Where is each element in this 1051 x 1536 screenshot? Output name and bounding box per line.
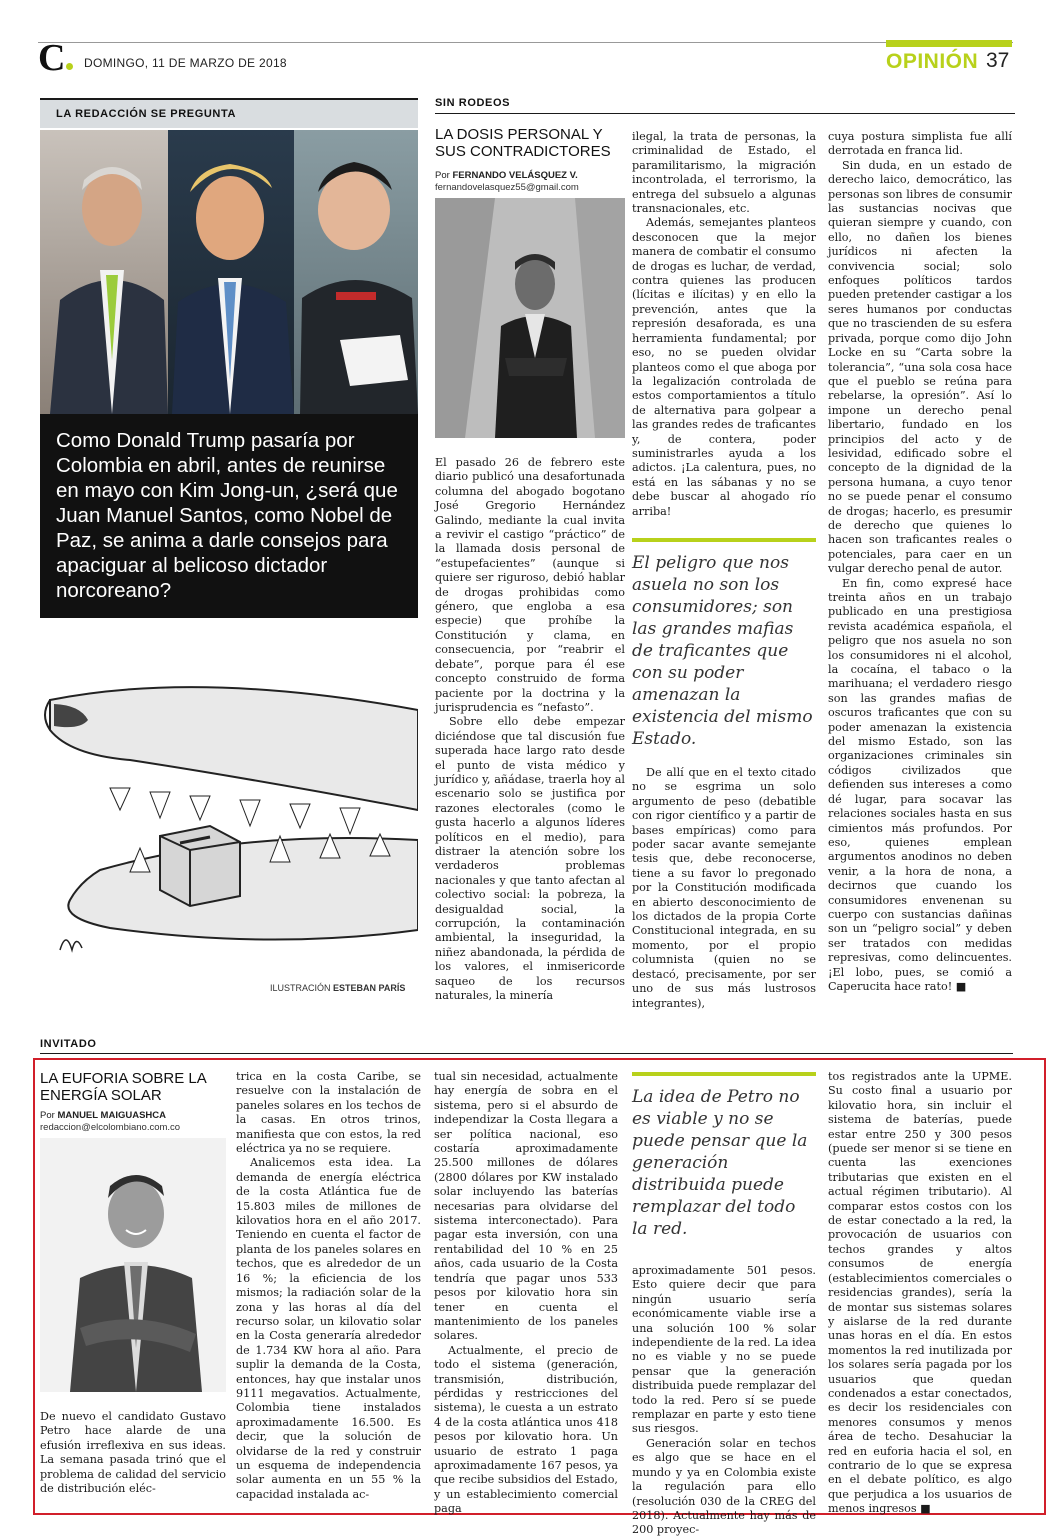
author-photo-maiguashca-svg xyxy=(40,1138,226,1392)
sin-rodeos-email: fernandovelasquez55@gmail.com xyxy=(435,182,579,193)
invitado-col5 xyxy=(828,1070,1012,1517)
paragraph: El pasado 26 de febrero este diario publicó una desafortunada columna del abogado bogotano José Gregorio Hernández Galindo, mediante la cual invita a revivir el castigo “práctico” de la llamada dosis personal de “estupefacientes” (aunque si quiere ser riguroso, debió hablar de drogas prohibidas como género, que engloba a esa especie) que prohíbe la Constitución y clama, en consecuencia, por “reabrir el debate”, porque para él ese concepto construido de forma paciente por la doctrina y la jurisprudencia es “nefasto”. xyxy=(435,456,625,714)
sin-rodeos-headline: LA DOSIS PERSONAL Y SUS CONTRADICTORES xyxy=(435,126,611,160)
section-accent-band xyxy=(886,40,1012,47)
cartoon-illustration xyxy=(40,660,418,978)
sin-rodeos-col3 xyxy=(828,130,1012,994)
sin-rodeos-pullquote: El peligro que nos asuela no son los consumidores; son las grandes mafias de traficantes que con su poder amenazan la existencia del mismo Estado. xyxy=(632,553,813,749)
author-photo-velasquez xyxy=(435,198,625,438)
redaccion-label: LA REDACCIÓN SE PREGUNTA xyxy=(56,108,237,120)
invitado-label: INVITADO xyxy=(40,1038,97,1050)
section-name: OPINIÓN xyxy=(886,50,979,73)
paragraph: Sobre ello debe empezar diciéndose que tal discusión fue superada hace largo rato desde el punto de vista médico y jurídico y, añádase, traerla hoy al escenario solo se justifica por razones electorales (como le gusta hacerlo a algunos líderes políticos en el medio), para distraer la atención sobre los verdaderos problemas nacionales y que tanto afectan al colectivo social: la pobreza, la desigualdad social, la corrupción, la contaminación ambiental, la inseguridad, la niñez abandonada, la pérdida de los valores, el inmisericorde saqueo de los recursos naturales, la minería xyxy=(435,715,625,1003)
invitado-pullquote-bar xyxy=(632,1072,816,1076)
paragraph: tos registrados ante la UPME. Su costo final a usuario por kilovatio hora, sin incluir el sistema de baterías, puede estar entre 250 y 300 pesos (puede ser menor si se tiene en cuenta las exenciones tributarias que existen en el actual régimen tributario). Al comparar estos costos con los de estar conectado a la red, la provocación de usuarios con techos grandes y altos consumos de energía (establecimientos comerciales o residencias grandes), sería la de montar sus sistemas solares y aislarse de la red durante unas horas en el día. En estos momentos la red inutilizada por los solares sería pagada por los usuarios que quedan condenados a estar conectados, es decir los residenciales con menores consumos y menos área de techo. Desahuciar la red en euforia hacia el sol, en contrario de lo que se expresa en el debate político, es algo que perjudica a los usuarios de menos ingresos ■ xyxy=(828,1070,1012,1516)
leaders-photo xyxy=(40,130,418,414)
author-photo-velasquez-svg xyxy=(435,198,625,438)
paragraph: Analicemos esta idea. La demanda de energía eléctrica de la costa Atlántica fue de 15.803 miles de millones de kilovatios hora en el año 2017. Teniendo en cuenta el factor de planta de los paneles solares en techos, que es alrededor de un 16 %; la eficiencia de los mismos; la radiación solar de la zona y las horas al día del recurso solar, un kilovatio solar en la Costa generaría alrededor de 1.734 KW hora al año. Para suplir la demanda de la Costa, entonces, hay que instalar unos 9111 megavatios. Actualmente, Colombia tiene instalados aproximadamente 16.500. Es decir, que la solución de olvidarse de la red y construir un esquema de independencia solar aumenta en un 55 % la capacidad instalada ac- xyxy=(236,1156,421,1501)
sin-rodeos-byline: Por FERNANDO VELÁSQUEZ V. xyxy=(435,170,578,181)
sin-rodeos-label: SIN RODEOS xyxy=(435,97,511,109)
paragraph: tual sin necesidad, actualmente hay energía de sobra en el sistema, pero si el absurdo de independizar la Costa llegara a ser política nacional, eso costaría aproximadamente 25.500 millones de dólares (2800 dólares por KW instalado solar incluyendo las baterías necesarias para olvidarse del sistema interconectado). Para pagar esta inversión, con una rentabilidad del 10 % en 25 años, cada usuario de la Costa tendría que pagar unos 533 pesos por kilovatio hora sin tener en cuenta el mantenimiento de los paneles solares. xyxy=(434,1070,618,1343)
invitado-col4 xyxy=(632,1264,816,1536)
paragraph: De nuevo el candidato Gustavo Petro hace alarde de una efusión irreflexiva en sus ideas. La semana pasada trinó que el problema de calidad del servicio de distribución eléc- xyxy=(40,1410,226,1496)
paragraph: Sin duda, en un estado de derecho laico, democrático, las personas son libres de consumir las sustancias nocivas que quieran siempre y cuando, con ello, no dañen los bienes jurídicos ni afecten la convivencia social; solo enfoques políticos tardos pueden pretender castigar a los seres humanos por conductas que no trascienden de su esfera privada, porque como dijo John Locke en su “Carta sobre la tolerancia”, “una sola cosa hace que el pueblo se reúna para rebelarse, la opresión”. Así lo impone un derecho penal libertario, fundado en los principios del acto y de lesividad, edificado sobre el concepto de la dignidad de la persona humana, a cuyo tenor no se puede penar el consumo de drogas; hacerlo, es presumir de derecho que quienes lo hacen son traficantes reales o potenciales, para caer en un vulgar derecho penal de autor. xyxy=(828,158,1012,576)
author-photo-maiguashca xyxy=(40,1138,226,1392)
sin-rodeos-pullquote-bar xyxy=(632,538,816,542)
sin-rodeos-rule xyxy=(435,113,1015,114)
logo-dot xyxy=(66,63,73,70)
paragraph: trica en la costa Caribe, se resuelve con la instalación de paneles solares en los techos de la casas. En otros trinos, manifiesta que con estos, la red eléctrica ya no se requiere. xyxy=(236,1070,421,1156)
invitado-headline: LA EUFORIA SOBRE LA ENERGÍA SOLAR xyxy=(40,1070,206,1104)
paragraph: aproximadamente 501 pesos. Esto quiere decir que para ningún usuario sería económicamente viable irse a una solución 100 % solar independiente de la red. La idea no es viable y no se puede pensar que la generación distribuida puede remplazar del todo la red. Pero sí se puede remplazar en parte y esto tiene sus riesgos. xyxy=(632,1264,816,1436)
invitado-col1 xyxy=(40,1410,226,1496)
cartoon-svg xyxy=(40,660,418,978)
invitado-rule xyxy=(40,1053,1013,1054)
paragraph: De allí que en el texto citado no se esgrima un solo argumento de peso (debatible con rigor científico y a partir de bases empíricas) como para poder sacar avante semejante tesis que, debe reconocerse, tiene a su favor lo pregonado por la Constitución modificada en abierto desconocimiento de los dictados de la propia Corte Constitucional integrada, en su momento, por el propio columnista (quien no se destacó, precisamente, por ser uno de sus más lustrosos integrantes), xyxy=(632,766,816,1010)
invitado-col2 xyxy=(236,1070,421,1502)
sin-rodeos-col2-bottom xyxy=(632,766,816,1011)
sin-rodeos-col2-top xyxy=(632,130,816,519)
invitado-byline: Por MANUEL MAIGUASHCA xyxy=(40,1110,166,1121)
invitado-col3 xyxy=(434,1070,618,1517)
paragraph: Generación solar en techos es algo que se hace en el mundo y ya en Colombia existe la regulación para ello (resolución 030 de la CREG del 2018). Actualmente hay más de 200 proyec- xyxy=(632,1436,816,1536)
invitado-email: redaccion@elcolombiano.com.co xyxy=(40,1122,181,1133)
header-date: DOMINGO, 11 DE MARZO DE 2018 xyxy=(84,56,287,70)
newspaper-logo: C xyxy=(38,38,73,78)
illustration-credit: ILUSTRACIÓN ESTEBAN PARÍS xyxy=(270,983,406,993)
redaccion-question: Como Donald Trump pasaría por Colombia en abril, antes de reunirse en mayo con Kim Jong-un, ¿será que Juan Manuel Santos, como Nobel de Paz, se anima a darle consejos para apaciguar al belicoso dictador norcoreano? xyxy=(56,429,398,602)
paragraph: ilegal, la trata de personas, la criminalidad de Estado, el paramilitarismo, la migración incontrolada, el terrorismo, la entrega del subsuelo a algunas transnacionales, etc. xyxy=(632,130,816,216)
invitado-pullquote: La idea de Petro no es viable y no se puede pensar que la generación distribuida puede remplazar del todo la red. xyxy=(632,1087,808,1239)
header-rule xyxy=(38,42,1013,43)
paragraph: Además, semejantes planteos desconocen que la mejor manera de combatir el consumo de drogas es luchar, de verdad, contra quienes las producen (lícitas e ilícitas) y en ello la prevención, antes que la represión desaforada, es una herramienta fundamental; por eso, no se pueden olvidar planteos como el que aboga por la legalización controlada de estos comportamientos a título de alternativa para golpear a las grandes redes de traficantes y, de contera, poder suministrarles ayuda a los adictos. ¡La calentura, pues, no está en las sábanas y no se debe buscar al ahogado río arriba! xyxy=(632,216,816,518)
page-number: 37 xyxy=(986,49,1010,72)
paragraph: Actualmente, el precio de todo el sistema (generación, transmisión, distribución, pérdidas y restricciones del sistema), le cuesta a un estrato 4 de la costa atlántica unos 418 pesos por kilovatio hora. Un usuario de estrato 1 paga aproximadamente 167 pesos, ya que recibe subsidios del Estado, y un establecimiento comercial paga xyxy=(434,1343,618,1516)
paragraph: En fin, como expresé hace treinta años en un trabajo publicado en una prestigiosa revista académica española, el peligro que nos asuela no son los consumidores ni el alcohol, la cocaína, el tabaco o la marihuana; el verdadero riesgo son las grandes mafias de oscuros traficantes que con su poder amenazan la existencia del mismo Estado, son las organizaciones criminales sin códigos civilizados que defienden sus intereses a como dé lugar, para socavar las relaciones sociales hasta en sus cimientos más profundos. Por eso, quienes emplean argumentos anodinos no deben venir, a la hora de nona, a decirnos que cuando los consumidores envenenan su cuerpo con sustancias dañinas son un “peligro social” y deben ser tratados con medidas represivas, como delincuentes. ¡El lobo, pues, se comió a Caperucita hace rato! ■ xyxy=(828,576,1012,993)
leaders-photo-svg xyxy=(40,130,418,414)
paragraph: cuya postura simplista fue allí derrotada en franca lid. xyxy=(828,130,1012,158)
sin-rodeos-col1 xyxy=(435,456,625,1003)
